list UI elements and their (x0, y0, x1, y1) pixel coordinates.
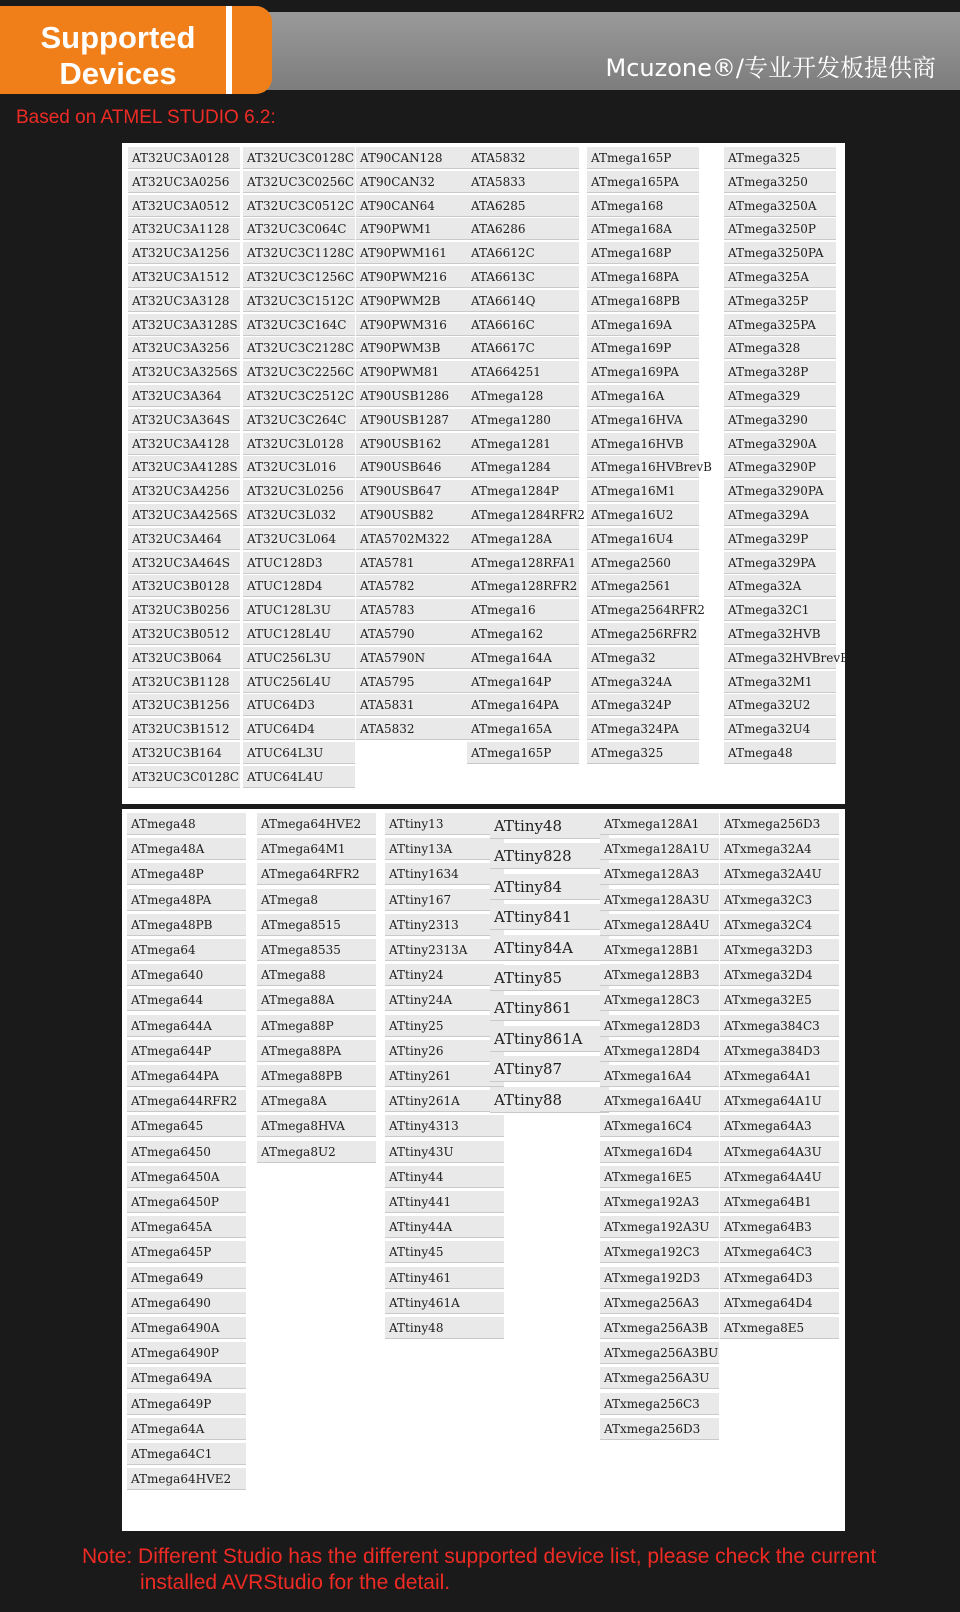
device-item: AT32UC3C2512C (243, 385, 355, 407)
device-item: ATA5702M322 (356, 528, 468, 550)
device-item: ATUC128L4U (243, 623, 355, 645)
device-item: ATtiny4313 (385, 1115, 504, 1137)
device-item: ATmega32U2 (724, 694, 836, 716)
device-item: ATmega32A (724, 575, 836, 597)
device-item: AT32UC3L0256 (243, 480, 355, 502)
device-item: ATxmega64A3U (720, 1141, 839, 1163)
device-item: ATmega324A (587, 671, 699, 693)
device-item: ATA6612C (467, 242, 579, 264)
device-item: AT32UC3L064 (243, 528, 355, 550)
device-item: ATxmega256A3B (600, 1317, 719, 1339)
brand-text: Mcuzone®/专业开发板提供商 (605, 54, 936, 82)
device-item: ATtiny461 (385, 1267, 504, 1289)
header (0, 0, 960, 104)
device-item: ATA5783 (356, 599, 468, 621)
device-item: ATUC64D4 (243, 718, 355, 740)
device-item: ATA5831 (356, 694, 468, 716)
device-item: ATxmega128B1 (600, 939, 719, 961)
device-item: ATUC256L4U (243, 671, 355, 693)
device-item: AT32UC3A364S (128, 409, 240, 431)
device-item: ATmega169A (587, 314, 699, 336)
device-item: AT32UC3C2256C (243, 361, 355, 383)
device-item: ATA6285 (467, 195, 579, 217)
device-item: ATmega16HVBrevB (587, 456, 699, 478)
device-item: ATxmega128A4U (600, 914, 719, 936)
device-item: ATA5832 (356, 718, 468, 740)
device-item: ATmega1284 (467, 456, 579, 478)
device-item: AT32UC3A1512 (128, 266, 240, 288)
device-item: ATxmega64D3 (720, 1267, 839, 1289)
device-item: ATmega164A (467, 647, 579, 669)
device-item: AT90PWM316 (356, 314, 468, 336)
device-item: ATxmega128A3 (600, 863, 719, 885)
device-item: ATmega3250A (724, 195, 836, 217)
device-item: ATmega64RFR2 (257, 863, 376, 885)
device-item: ATtiny828 (490, 843, 609, 869)
device-item: ATtiny2313A (385, 939, 504, 961)
device-item: ATmega88PB (257, 1065, 376, 1087)
device-item: ATxmega64B1 (720, 1191, 839, 1213)
device-item: ATmega48A (127, 838, 246, 860)
device-item: ATxmega192A3 (600, 1191, 719, 1213)
device-item: ATmega649A (127, 1367, 246, 1389)
device-item: AT90PWM216 (356, 266, 468, 288)
device-item: ATmega256RFR2 (587, 623, 699, 645)
device-item: ATmega645 (127, 1115, 246, 1137)
device-item: ATxmega8E5 (720, 1317, 839, 1339)
device-item: ATA5833 (467, 171, 579, 193)
device-item: ATmega32M1 (724, 671, 836, 693)
device-item: ATxmega128D4 (600, 1040, 719, 1062)
device-item: ATmega169PA (587, 361, 699, 383)
device-item: AT32UC3C0128C (243, 147, 355, 169)
device-item: ATmega329A (724, 504, 836, 526)
device-item: ATmega164PA (467, 694, 579, 716)
device-item: AT32UC3B1512 (128, 718, 240, 740)
device-item: ATxmega64A1 (720, 1065, 839, 1087)
device-item: AT90CAN32 (356, 171, 468, 193)
device-item: ATmega6490A (127, 1317, 246, 1339)
device-item: ATmega1281 (467, 433, 579, 455)
note-line2: installed AVRStudio for the detail. (140, 1571, 451, 1594)
device-item: ATmega8HVA (257, 1115, 376, 1137)
device-item: ATtiny1634 (385, 863, 504, 885)
device-item: AT32UC3C0256C (243, 171, 355, 193)
device-item: ATUC64L4U (243, 766, 355, 788)
device-item: AT90PWM2B (356, 290, 468, 312)
device-item: ATmega165PA (587, 171, 699, 193)
device-item: ATmega3290 (724, 409, 836, 431)
device-item: ATtiny24 (385, 964, 504, 986)
device-item: ATtiny261 (385, 1065, 504, 1087)
device-item: ATxmega192D3 (600, 1267, 719, 1289)
device-item: ATmega165P (587, 147, 699, 169)
device-item: ATmega88PA (257, 1040, 376, 1062)
device-item: ATmega16HVA (587, 409, 699, 431)
device-item: ATUC256L3U (243, 647, 355, 669)
device-item: ATtiny44 (385, 1166, 504, 1188)
device-item: ATmega88P (257, 1015, 376, 1037)
device-item: ATxmega32C4 (720, 914, 839, 936)
device-item: AT32UC3A464S (128, 552, 240, 574)
device-item: ATxmega16C4 (600, 1115, 719, 1137)
device-item: ATmega1284P (467, 480, 579, 502)
device-item: ATmega48P (127, 863, 246, 885)
device-item: ATmega329 (724, 385, 836, 407)
device-item: AT32UC3A4256S (128, 504, 240, 526)
device-item: ATtiny88 (490, 1087, 609, 1113)
device-item: ATmega165A (467, 718, 579, 740)
device-item: ATmega169P (587, 337, 699, 359)
device-item: ATmega16 (467, 599, 579, 621)
device-item: AT32UC3A4128S (128, 456, 240, 478)
device-item: ATmega645A (127, 1216, 246, 1238)
device-item: ATmega168PA (587, 266, 699, 288)
device-item: AT32UC3L032 (243, 504, 355, 526)
device-item: ATxmega256D3 (600, 1418, 719, 1440)
device-item: ATA5795 (356, 671, 468, 693)
device-item: ATmega168PB (587, 290, 699, 312)
device-item: ATxmega64A3 (720, 1115, 839, 1137)
device-list-panel-1 (122, 143, 849, 804)
device-item: ATxmega384D3 (720, 1040, 839, 1062)
device-item: ATmega16A (587, 385, 699, 407)
device-item: AT32UC3A3256S (128, 361, 240, 383)
device-item: ATmega324PA (587, 718, 699, 740)
device-item: ATUC128L3U (243, 599, 355, 621)
device-item: AT32UC3B064 (128, 647, 240, 669)
device-item: ATmega328P (724, 361, 836, 383)
device-item: AT32UC3A364 (128, 385, 240, 407)
device-item: ATmega32U4 (724, 718, 836, 740)
device-item: ATmega325P (724, 290, 836, 312)
device-item: ATxmega128A1U (600, 838, 719, 860)
device-item: ATA6286 (467, 218, 579, 240)
device-item: ATmega8U2 (257, 1141, 376, 1163)
device-item: ATmega644 (127, 989, 246, 1011)
device-item: AT32UC3C1256C (243, 266, 355, 288)
device-item: AT90USB1286 (356, 385, 468, 407)
device-item: ATmega640 (127, 964, 246, 986)
device-item: ATxmega16A4 (600, 1065, 719, 1087)
device-item: AT90USB1287 (356, 409, 468, 431)
device-item: ATtiny45 (385, 1241, 504, 1263)
device-item: ATmega329PA (724, 552, 836, 574)
device-item: AT32UC3B0512 (128, 623, 240, 645)
device-item: ATmega128 (467, 385, 579, 407)
device-item: ATmega8A (257, 1090, 376, 1112)
device-item: AT90CAN128 (356, 147, 468, 169)
device-item: ATtiny861 (490, 995, 609, 1021)
device-item: AT32UC3C2128C (243, 337, 355, 359)
device-item: ATmega644PA (127, 1065, 246, 1087)
device-item: ATxmega192C3 (600, 1241, 719, 1263)
device-item: ATxmega128A1 (600, 813, 719, 835)
device-item: ATxmega256A3 (600, 1292, 719, 1314)
note-line1: Note: Different Studio has the different supported device list, please check the current (82, 1545, 877, 1568)
device-item: ATtiny84A (490, 935, 609, 961)
device-item: ATmega168P (587, 242, 699, 264)
device-item: ATmega6490P (127, 1342, 246, 1364)
device-item: AT32UC3B0256 (128, 599, 240, 621)
device-item: ATxmega16D4 (600, 1141, 719, 1163)
device-item: ATmega88 (257, 964, 376, 986)
device-item: ATtiny2313 (385, 914, 504, 936)
device-item: ATUC64L3U (243, 742, 355, 764)
device-item: AT90PWM1 (356, 218, 468, 240)
device-item: ATmega32C1 (724, 599, 836, 621)
device-item: ATxmega384C3 (720, 1015, 839, 1037)
device-item: ATmega1280 (467, 409, 579, 431)
device-item: AT32UC3A0128 (128, 147, 240, 169)
device-item: AT32UC3C164C (243, 314, 355, 336)
device-item: ATxmega32A4U (720, 863, 839, 885)
device-item: ATmega168 (587, 195, 699, 217)
device-item: AT90USB162 (356, 433, 468, 455)
device-item: ATA6614Q (467, 290, 579, 312)
device-item: ATmega8535 (257, 939, 376, 961)
device-item: ATtiny48 (490, 813, 609, 839)
device-item: ATxmega256C3 (600, 1393, 719, 1415)
device-item: ATA5790N (356, 647, 468, 669)
page-title-line2: Devices (59, 56, 177, 91)
device-item: ATmega48PA (127, 889, 246, 911)
device-item: ATA5790 (356, 623, 468, 645)
device-item: ATmega2561 (587, 575, 699, 597)
device-item: ATxmega64A4U (720, 1166, 839, 1188)
device-item: ATmega3290P (724, 456, 836, 478)
device-item: ATmega329P (724, 528, 836, 550)
device-item: AT32UC3C1128C (243, 242, 355, 264)
device-item: ATmega8515 (257, 914, 376, 936)
device-item: ATxmega64B3 (720, 1216, 839, 1238)
device-item: ATmega3250PA (724, 242, 836, 264)
device-item: ATmega164P (467, 671, 579, 693)
device-item: ATmega2560 (587, 552, 699, 574)
device-item: AT32UC3B1128 (128, 671, 240, 693)
device-item: AT90PWM161 (356, 242, 468, 264)
device-item: ATmega644RFR2 (127, 1090, 246, 1112)
note-text (82, 1544, 942, 1596)
device-item: AT90USB646 (356, 456, 468, 478)
device-item: ATmega8 (257, 889, 376, 911)
device-item: ATmega16U4 (587, 528, 699, 550)
device-item: ATtiny841 (490, 904, 609, 930)
device-item: ATxmega32D3 (720, 939, 839, 961)
device-item: ATxmega64C3 (720, 1241, 839, 1263)
device-item: ATxmega32C3 (720, 889, 839, 911)
device-item: ATmega128RFA1 (467, 552, 579, 574)
device-item: ATtiny84 (490, 874, 609, 900)
device-item: AT32UC3B164 (128, 742, 240, 764)
device-item: ATmega128RFR2 (467, 575, 579, 597)
device-item: ATtiny13A (385, 838, 504, 860)
device-item: ATmega165P (467, 742, 579, 764)
device-item: AT32UC3B1256 (128, 694, 240, 716)
device-item: AT32UC3C1512C (243, 290, 355, 312)
device-item: ATA5782 (356, 575, 468, 597)
device-item: ATmega6450A (127, 1166, 246, 1188)
device-item: ATmega3250P (724, 218, 836, 240)
device-item: ATxmega64D4 (720, 1292, 839, 1314)
device-item: ATxmega128C3 (600, 989, 719, 1011)
device-item: AT32UC3A3128S (128, 314, 240, 336)
tab-divider (226, 6, 232, 94)
device-item: ATmega48 (724, 742, 836, 764)
device-item: AT90PWM3B (356, 337, 468, 359)
device-item: ATmega324P (587, 694, 699, 716)
device-item: ATmega162 (467, 623, 579, 645)
device-item: AT90PWM81 (356, 361, 468, 383)
device-item: ATmega48PB (127, 914, 246, 936)
device-item: ATmega649P (127, 1393, 246, 1415)
device-item: ATtiny85 (490, 965, 609, 991)
device-item: ATA6613C (467, 266, 579, 288)
device-item: ATmega325 (724, 147, 836, 169)
device-item: ATxmega16A4U (600, 1090, 719, 1112)
device-item: ATmega644P (127, 1040, 246, 1062)
device-item: ATmega645P (127, 1241, 246, 1263)
device-item: ATA5781 (356, 552, 468, 574)
device-item: ATxmega32D4 (720, 964, 839, 986)
device-item: AT32UC3A1128 (128, 218, 240, 240)
device-item: AT32UC3A464 (128, 528, 240, 550)
device-item: ATA664251 (467, 361, 579, 383)
device-item: ATxmega192A3U (600, 1216, 719, 1238)
device-item: ATtiny13 (385, 813, 504, 835)
device-item: ATmega644A (127, 1015, 246, 1037)
device-item: AT32UC3C0128C (128, 766, 240, 788)
device-item: ATmega328 (724, 337, 836, 359)
device-item: ATmega325PA (724, 314, 836, 336)
device-item: ATxmega256D3 (720, 813, 839, 835)
device-item: ATxmega256A3U (600, 1367, 719, 1389)
device-item: ATUC128D4 (243, 575, 355, 597)
device-item: ATxmega128D3 (600, 1015, 719, 1037)
device-item: ATxmega32E5 (720, 989, 839, 1011)
device-item: ATtiny26 (385, 1040, 504, 1062)
device-item: ATxmega32A4 (720, 838, 839, 860)
device-item: ATmega16M1 (587, 480, 699, 502)
device-item: ATtiny461A (385, 1292, 504, 1314)
device-item: AT32UC3A3256 (128, 337, 240, 359)
device-item: ATmega325A (724, 266, 836, 288)
device-item: ATtiny43U (385, 1141, 504, 1163)
device-item: ATmega64 (127, 939, 246, 961)
device-item: ATmega64C1 (127, 1443, 246, 1465)
device-item: ATxmega64A1U (720, 1090, 839, 1112)
device-item: AT32UC3A1256 (128, 242, 240, 264)
device-item: AT90USB82 (356, 504, 468, 526)
device-item: ATmega32HVBrevB (724, 647, 836, 669)
device-item: ATA5832 (467, 147, 579, 169)
device-item: ATmega64A (127, 1418, 246, 1440)
device-item: AT32UC3A4128 (128, 433, 240, 455)
device-item: ATtiny861A (490, 1026, 609, 1052)
device-item: ATxmega128B3 (600, 964, 719, 986)
device-item: ATmega1284RFR2 (467, 504, 579, 526)
device-item: ATmega32HVB (724, 623, 836, 645)
device-item: ATmega6450P (127, 1191, 246, 1213)
device-item: ATmega6450 (127, 1141, 246, 1163)
device-item: AT32UC3A4256 (128, 480, 240, 502)
device-item: AT32UC3A3128 (128, 290, 240, 312)
device-item: ATxmega128A3U (600, 889, 719, 911)
device-item: ATA6617C (467, 337, 579, 359)
device-item: ATmega16U2 (587, 504, 699, 526)
device-item: ATmega32 (587, 647, 699, 669)
device-item: ATxmega16E5 (600, 1166, 719, 1188)
device-item: ATmega3290A (724, 433, 836, 455)
device-item: AT32UC3A0512 (128, 195, 240, 217)
device-item: ATtiny87 (490, 1056, 609, 1082)
device-item: ATmega48 (127, 813, 246, 835)
device-item: ATmega64M1 (257, 838, 376, 860)
device-item: AT32UC3C064C (243, 218, 355, 240)
device-item: AT90USB647 (356, 480, 468, 502)
device-item: ATA6616C (467, 314, 579, 336)
based-on-label: Based on ATMEL STUDIO 6.2: (16, 107, 276, 128)
device-item: AT32UC3C264C (243, 409, 355, 431)
device-item: ATtiny167 (385, 889, 504, 911)
device-item: ATtiny48 (385, 1317, 504, 1339)
device-item: AT90CAN64 (356, 195, 468, 217)
device-item: ATtiny44A (385, 1216, 504, 1238)
device-item: ATmega168A (587, 218, 699, 240)
device-item: ATUC64D3 (243, 694, 355, 716)
device-item: ATmega128A (467, 528, 579, 550)
page-title-line1: Supported (40, 20, 196, 55)
device-item: ATmega16HVB (587, 433, 699, 455)
device-item: ATmega88A (257, 989, 376, 1011)
device-item: ATmega6490 (127, 1292, 246, 1314)
device-item: ATmega325 (587, 742, 699, 764)
page-title (20, 20, 216, 92)
device-item: AT32UC3C0512C (243, 195, 355, 217)
device-item: AT32UC3A0256 (128, 171, 240, 193)
device-list-panel-2 (122, 809, 845, 1531)
device-item: ATmega2564RFR2 (587, 599, 699, 621)
device-item: ATmega64HVE2 (257, 813, 376, 835)
device-item: ATUC128D3 (243, 552, 355, 574)
device-item: ATmega649 (127, 1267, 246, 1289)
device-item: ATtiny441 (385, 1191, 504, 1213)
device-item: ATmega3290PA (724, 480, 836, 502)
device-item: AT32UC3L0128 (243, 433, 355, 455)
device-item: AT32UC3L016 (243, 456, 355, 478)
device-item: ATmega3250 (724, 171, 836, 193)
device-item: ATtiny261A (385, 1090, 504, 1112)
device-item: ATtiny25 (385, 1015, 504, 1037)
device-item: ATtiny24A (385, 989, 504, 1011)
device-item: AT32UC3B0128 (128, 575, 240, 597)
device-item: ATxmega256A3BU (600, 1342, 719, 1364)
device-item: ATmega64HVE2 (127, 1468, 246, 1490)
